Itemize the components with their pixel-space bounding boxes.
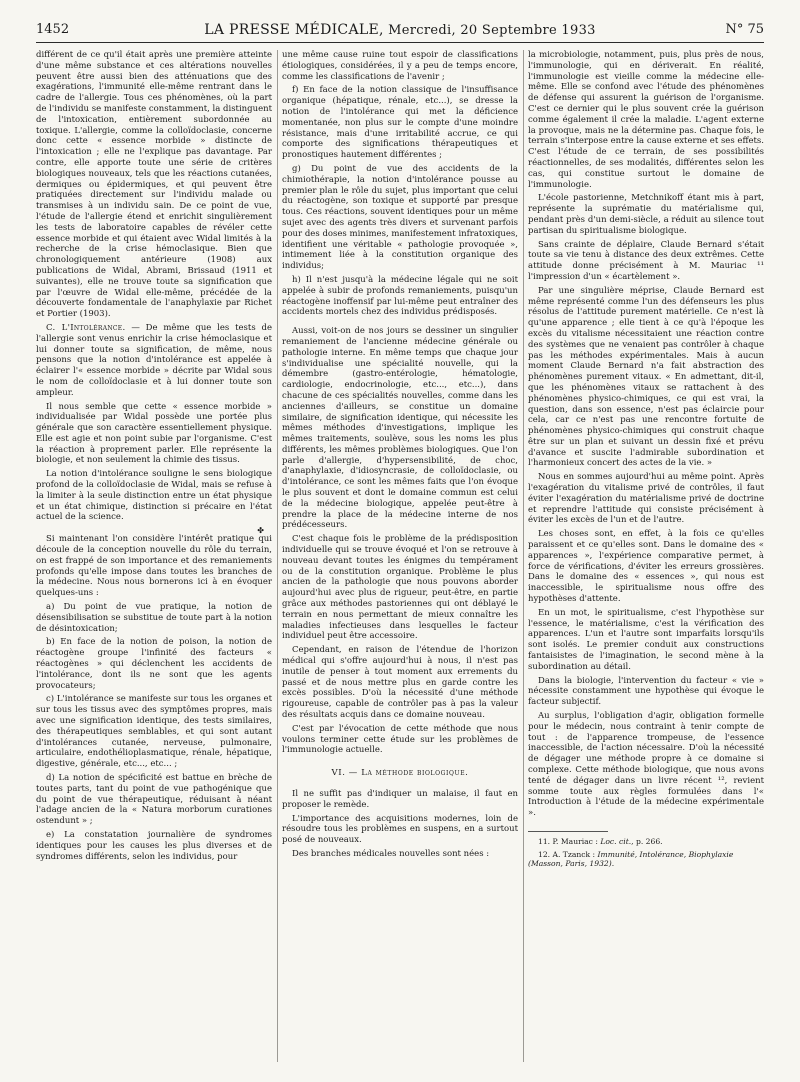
page-header [36, 22, 764, 42]
footnote-12 [528, 850, 764, 869]
list-item: e) La constatation journalière de syndromes identiques pour les causes les plus diverses et de syndromes différents, selon les individus, pour [36, 829, 272, 862]
paragraph: En un mot, le spiritualisme, c'est l'hypothèse sur l'essence, le matérialisme, c'est la vérification des apparences. L'un et l'autre sont imparfaits lorsqu'ils sont isolés. Le premier conduit aux constructions fantaisistes de l'imagination, le second mène à la subordination au détail. [528, 607, 764, 672]
running-title [36, 22, 764, 38]
paragraph-intolerance [36, 323, 272, 399]
separator-ornament: ✤ [257, 526, 264, 536]
list-item: a) Du point de vue pratique, la notion de désensibilisation se substitue de toute part à la notion de désintoxication; [36, 602, 272, 634]
paragraph: L'importance des acquisitions modernes, loin de résoudre tous les problèmes en suspens, en a surtout posé de nouveaux. [282, 813, 518, 846]
column-divider-2 [523, 50, 524, 1062]
issue-number: N° 75 [725, 22, 764, 37]
footnote-11 [528, 837, 764, 847]
paragraph: Aussi, voit-on de nos jours se dessiner un singulier remaniement de l'ancienne médecine générale ou pathologie interne. En même temps que chaque jour s'individualise une spécialité nouvelle, qui la démembre (gastro-entérologie, hématologie, cardiologie, endocrinologie, etc..., etc...), dans chacune de ces spécialités nouvelles, comme dans les anciennes d'ailleurs, se constitue un domaine similaire, de signification identique, qui nécessite les mêmes méthodes d'investigations, implique les mêmes traitements, soulève, sous les noms les plus différents, les mêmes problèmes biologiques. Que l'on parle d'allergie, d'hypersensibilité, de choc, d'anaphylaxie, d'idiosyncrasie, de colloïdoclasie, ou d'intolérance, ce sont les mêmes faits que l'on évoque le plus souvent et dont le domaine commun est celui de la médecine biologique, appelée peut-être à prendre la place de la médecine interne de nos prédécesseurs. [282, 326, 518, 531]
footnote-ref: Loc. cit. [600, 836, 632, 846]
paragraph: f) En face de la notion classique de l'insuffisance organique (hépatique, rénale, etc...), se dresse la notion de l'intolérance qui met la déficience momentanée, non plus sur le compte d'une moindre résistance, mais d'une irritabilité accrue, ce qui comporte des significations thérapeutiques et pronostiques hautement différentes ; [282, 85, 518, 161]
paragraph: g) Du point de vue des accidents de la chimiothérapie, la notion d'intolérance pousse au premier plan le rôle du sujet, plus important que celui du réactogène, son toxique et supporté par presque tous. Ces réactions, souvent identiques pour un même sujet avec des agents très divers et survenant parfois pour des doses minimes, manifestement infratoxiques, identifient une véritable « pathologie provoquée », intimement liée à la constitution organique des individus; [282, 163, 518, 272]
issue-date: Mercredi, 20 Septembre 1933 [388, 23, 596, 38]
column-1 [36, 50, 272, 1068]
page-number: 1452 [36, 22, 70, 37]
list-item: d) La notion de spécificité est battue en brèche de toutes parts, tant du point de vue pathogénique que du point de vue thérapeutique, réduisant à néant l'adage ancien de la « Natura morborum curationes ostendunt » ; [36, 773, 272, 827]
paragraph: Dans la biologie, l'intervention du facteur « vie » nécessite constamment une hypothèse qui évoque le facteur subjectif. [528, 675, 764, 708]
paragraph: Il nous semble que cette « essence morbide » individualisée par Widal possède une portée plus générale que son caractère essentiellement physique. Elle est agie et non point subie par l'organisme. C'est la réaction à proprement parler. Elle représente la biologie, et non seulement la chimie des tissus. [36, 401, 272, 466]
publication-name: LA PRESSE MÉDICALE, [204, 22, 384, 38]
paragraph: C'est chaque fois le problème de la prédisposition individuelle qui se trouve évoqué et l'on se retrouve à nouveau devant toutes les énigmes du tempérament ou de la constitution organique. Problème le plus ancien de la pathologie que nous pouvons aborder aujourd'hui avec plus de rigueur, peut-être, en partie grâce aux méthodes pastoriennes qui ont déblayé le terrain en nous permettant de mieux connaître les maladies infectieuses dans lesquelles le facteur individuel peut être accessoire. [282, 534, 518, 642]
paragraph: Sans crainte de déplaire, Claude Bernard s'était toute sa vie tenu à distance des deux extrêmes. Cette attitude donne précisément à M. Mauriac ¹¹ l'impression d'un « écartèlement ». [528, 239, 764, 282]
paragraph: h) Il n'est jusqu'à la médecine légale qui ne soit appelée à subir de profonds remaniements, puisqu'un réactogène inoffensif par lui-même peut entraîner des accidents mortels chez des individus prédisposés. [282, 274, 518, 318]
list-item: b) En face de la notion de poison, la notion de réactogène groupe l'infinité des facteurs « réactogènes » qui déclenchent les accidents de l'intolérance, dont ils ne sont que les agents provocateurs; [36, 637, 272, 691]
paragraph: Par une singulière méprise, Claude Bernard est même représenté comme l'un des défenseurs les plus résolus de l'attitude purement matérielle. Ce n'est là qu'une apparence ; elle tient à ce qu'à l'époque les excès du vitalisme nécessitaient une réaction contre des systèmes que ne venaient pas contrôler à chaque pas les méthodes expérimentales. Mais à aucun moment Claude Bernard n'a fait abstraction des phénomènes purement vitaux. « En admettant, dit-il, que les phénomènes vitaux se rattachent à des phénomènes physico-chimiques, ce qui est vrai, la question, dans son essence, n'est pas éclaircie pour cela, car ce n'est pas une rencontre fortuite de phénomènes physico-chimiques qui construit chaque être sur un plan et suivant un dessin fixé et prévu d'avance et suscite l'admirable subordination et l'harmonieux concert des actes de la vie. » [528, 285, 764, 469]
section-subhead: C. L'Intolérance. [46, 322, 126, 333]
paragraph: une même cause ruine tout espoir de classifications étiologiques, considérées, il y a peu de temps encore, comme les classifications de l'avenir ; [282, 50, 518, 82]
footnote-label: 11. P. Mauriac : [538, 836, 601, 846]
paragraph: L'école pastorienne, Metchnikoff étant mis à part, représente la suprématie du matérialisme qui, pendant près d'un demi-siècle, a réduit au silence tout partisan du spiritualisme biologique. [528, 193, 764, 236]
paragraph: Des branches médicales nouvelles sont nées : [292, 848, 490, 859]
paragraph: la microbiologie, notamment, puis, plus près de nous, l'immunologie, qui en dériverait. En réalité, l'immunologie est vieille comme la médecine elle-même. Elle se confond avec l'étude des phénomènes de défense qui assurent la guérison de l'organisme. C'est ce dernier qui le plus souvent crée la guérison comme également il crée la maladie. L'agent externe la provoque, mais ne la détermine pas. Chaque fois, le terrain s'interpose entre la cause externe et ses effets. C'est l'étude de ce terrain, de ses possibilités réactionnelles, de ses modalités, différentes selon les cas, qui constitue surtout le domaine de l'immunologie. [528, 50, 764, 190]
paragraph: Au surplus, l'obligation d'agir, obligation formelle pour le médecin, nous contraint à tenir compte de tout : de l'apparence trompeuse, de l'essence inaccessible, de l'action nécessaire. D'où la nécessité de dégager une méthode propre à ce domaine si complexe. Cette méthode biologique, que nous avons tenté de dégager dans un livre récent ¹², revient somme toute aux règles formulées dans l'« Introduction à l'étude de la médecine expérimentale ». [528, 711, 764, 819]
footnote-label: 12. A. Tzanck : [538, 849, 598, 859]
list-item: c) L'intolérance se manifeste sur tous les organes et sur tous les tissus avec des symptômes propres, mais avec une signification identique, des tests similaires, des thérapeutiques semblables, et qui sont autant d'intolérances cutanée, nerveuse, pulmonaire, articulaire, endothélioplasmatique, rénale, hépatique, digestive, générale, etc..., etc... ; [36, 694, 272, 770]
paragraph: Si maintenant l'on considère l'intérêt pratique qui découle de la conception nouvelle du rôle du terrain, on est frappé de son importance et des remaniements profonds qu'elle impose dans toutes les branches de la médecine. Nous nous bornerons ici à en évoquer quelques-uns : [36, 534, 272, 599]
paragraph: Nous en sommes aujourd'hui au même point. Après l'exagération du vitalisme privé de contrôles, il faut éviter l'exagération du matérialisme privé de doctrine et reprendre l'attitude qui consiste précisément à éviter les excès de l'un et de l'autre. [528, 472, 764, 526]
column-2 [282, 50, 518, 1068]
paragraph: Il ne suffit pas d'indiquer un malaise, il faut en proposer le remède. [282, 789, 518, 810]
footnote-rule [528, 831, 608, 832]
column-divider-1 [277, 50, 278, 1062]
section-heading: VI. — La méthode biologique. [331, 768, 469, 779]
paragraph: Les choses sont, en effet, à la fois ce qu'elles paraissent et ce qu'elles sont. Dans le domaine des « apparences », l'expérience comparative permet, à force de vérifications, d'éviter les erreurs grossières. Dans le domaine des « essences », qui nous est inaccessible, le spiritualisme nous offre des hypothèses d'attente. [528, 529, 764, 605]
footnote-publisher: (Masson, Paris, 1932). [528, 859, 615, 869]
paragraph: C'est par l'évocation de cette méthode que nous voulons terminer cette étude sur les problèmes de l'immunologie actuelle. [282, 723, 518, 756]
paragraph: La notion d'intolérance souligne le sens biologique profond de la colloïdoclasie de Widal, mais se refuse à la limiter à la seule distinction entre un état physique et un état chimique, distinction si précaire en l'état actuel de la science. [36, 469, 272, 523]
footnote-rest: , p. 266. [631, 836, 663, 846]
paragraph: Cependant, en raison de l'étendue de l'horizon médical qui s'offre aujourd'hui à nous, il n'est pas inutile de penser à tout moment aux errements du passé et de nous mettre plus en garde contre les excès possibles. D'où la nécessité d'une méthode rigoureuse, capable de contrôler pas à pas la valeur des résultats acquis dans ce domaine nouveau. [282, 645, 518, 721]
paragraph-text: — De même que les tests de l'allergie sont venus enrichir la crise hémoclasique et lui donner toute sa signification, de même, nous pensons que la notion d'intolérance est appelée à éclairer l'« essence morbide » décrite par Widal sous le nom de colloïdoclasie et à lui donner toute son ampleur. [36, 322, 272, 398]
paragraph: différent de ce qu'il était après une première atteinte d'une même substance et ces altérations nouvelles peuvent être aussi bien des atténuations que des exagérations, l'immunité elle-même rentrant dans le cadre de l'allergie. Tous ces phénomènes, où la part de l'individu se manifeste constamment, la distinguent de l'intoxication, entièrement subordonnée au toxique. L'allergie, comme la colloïdoclasie, concerne donc cette « essence morbide » distincte de l'intoxication ; elle ne l'explique pas davantage. Par contre, elle apporte toute une série de critères biologiques nouveaux, tels que les réactions cutanées, dermiques ou épidermiques, et qui peuvent être pratiquées directement sur l'individu malade ou transmises à un individu sain. De ce point de vue, l'étude de l'allergie étend et enrichit singulièrement les tests de laboratoire capables de révéler cette essence morbide et qui étaient avec Widal limités à la recherche de la crise hémoclasique. Bien que chronologiquement antérieure (1908) aux publications de Widal, Abrami, Brissaud (1911 et suivantes), elle ne trouve toute sa signification que par l'œuvre de Widal elle-même, précédée de la découverte fondamentale de l'anaphylaxie par Richet et Portier (1903). [36, 50, 272, 320]
column-3 [528, 50, 764, 1068]
header-rule [36, 42, 764, 43]
footnote-title: Immunité, Intolérance, Biophylaxie [597, 849, 734, 859]
